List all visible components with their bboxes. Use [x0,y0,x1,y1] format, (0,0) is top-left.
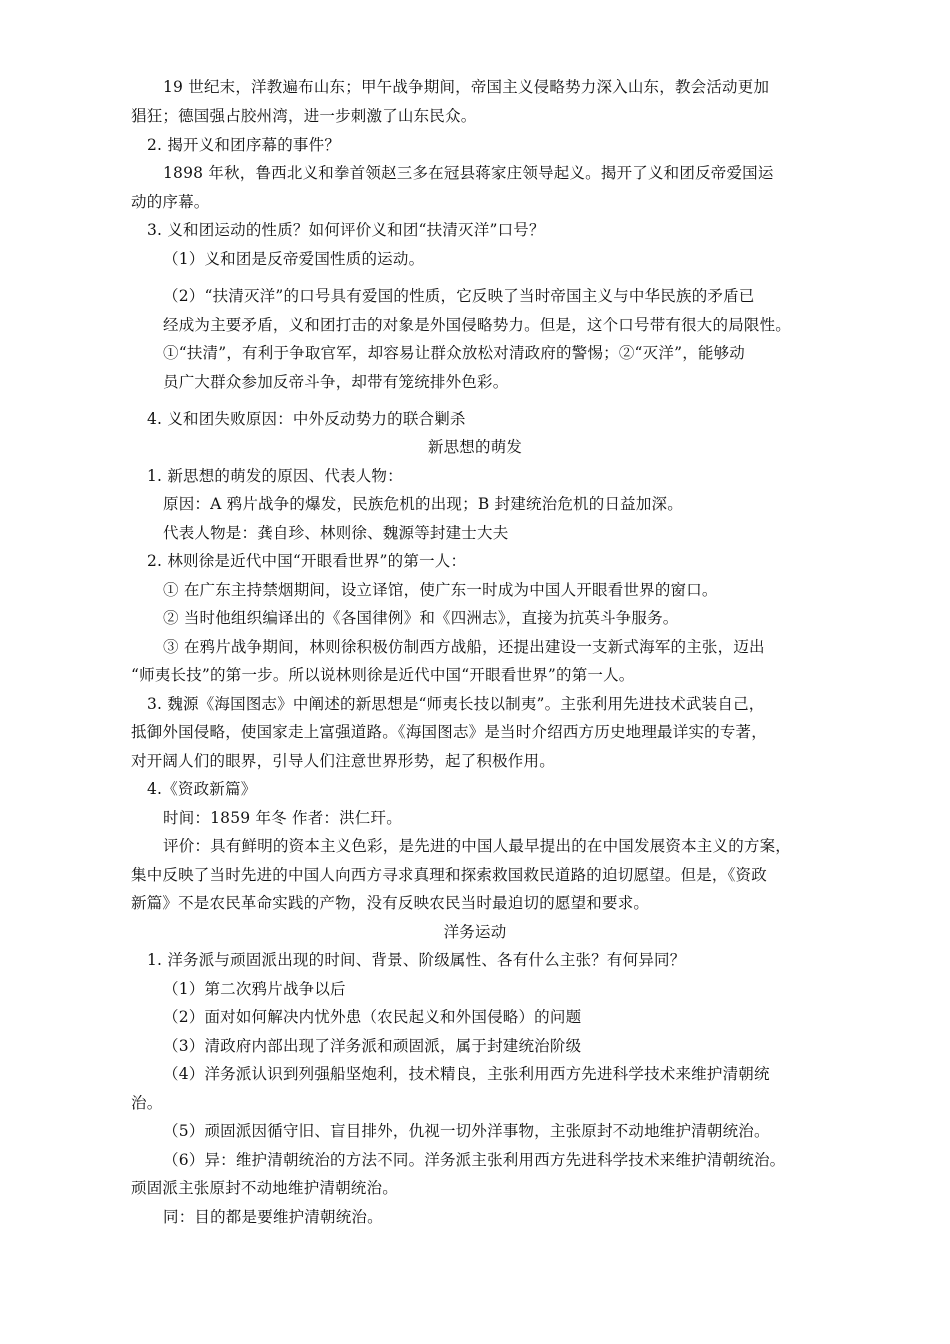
list-item: ② 当时他组织编译出的《各国律例》和《四洲志》，直接为抗英斗争服务。 [163,609,679,627]
question-heading: 2. 林则徐是近代中国“开眼看世界”的第一人： [147,552,467,570]
text-line: 经成为主要矛盾，义和团打击的对象是外国侵略势力。但是，这个口号带有很大的局限性。 [163,316,792,334]
question-heading: 3. 魏源《海国图志》中阐述的新思想是“师夷长技以制夷”。主张利用先进技术武装自己， [147,695,765,713]
text-line: 时间：1859 年冬 作者：洪仁玕。 [163,809,402,827]
text-line: 抵御外国侵略，使国家走上富强道路。《海国图志》是当时介绍西方历史地理最详实的专著， [131,723,767,741]
list-item: ① 在广东主持禁烟期间，设立译馆，使广东一时成为中国人开眼看世界的窗口。 [163,581,718,599]
text-line: 同：目的都是要维护清朝统治。 [163,1208,383,1226]
text-line: 治。 [131,1094,163,1112]
text-line: “师夷长技”的第一步。所以说林则徐是近代中国“开眼看世界”的第一人。 [131,666,635,684]
text-line: 代表人物是：龚自珍、林则徐、魏源等封建士大夫 [163,524,509,542]
question-heading: 3. 义和团运动的性质？如何评价义和团“扶清灭洋”口号？ [147,221,545,239]
list-item: （2）“扶清灭洋”的口号具有爱国的性质，它反映了当时帝国主义与中华民族的矛盾已 [163,287,755,305]
text-line: 评价：具有鲜明的资本主义色彩，是先进的中国人最早提出的在中国发展资本主义的方案， [163,837,792,855]
list-item: （5）顽固派因循守旧、盲目排外，仇视一切外洋事物，主张原封不动地维护清朝统治。 [163,1122,770,1140]
list-item: （3）清政府内部出现了洋务派和顽固派，属于封建统治阶级 [163,1037,582,1055]
text-line: 新篇》不是农民革命实践的产物，没有反映农民当时最迫切的愿望和要求。 [131,894,650,912]
list-item: （4）洋务派认识到列强船坚炮利，技术精良，主张利用西方先进科学技术来维护清朝统 [163,1065,770,1083]
list-item: （6）异：维护清朝统治的方法不同。洋务派主张利用西方先进科学技术来维护清朝统治。 [163,1151,786,1169]
text-line: ①“扶清”，有利于争取官军，却容易让群众放松对清政府的警惕；②“灭洋”，能够动 [163,344,745,362]
text-line: 猖狂；德国强占胶州湾，进一步刺激了山东民众。 [131,107,477,125]
question-heading: 1. 新思想的萌发的原因、代表人物： [147,467,403,485]
text-line: 19 世纪末，洋教遍布山东；甲午战争期间，帝国主义侵略势力深入山东，教会活动更加 [163,78,770,96]
list-item: （1）义和团是反帝爱国性质的运动。 [163,250,425,268]
text-line: 动的序幕。 [131,193,210,211]
text-line: 集中反映了当时先进的中国人向西方寻求真理和探索救国救民道路的迫切愿望。但是，《资政 [131,866,767,884]
text-line: 对开阔人们的眼界，引导人们注意世界形势，起了积极作用。 [131,752,555,770]
text-line: 原因：A 鸦片战争的爆发，民族危机的出现；B 封建统治危机的日益加深。 [163,495,683,513]
list-item: ③ 在鸦片战争期间，林则徐积极仿制西方战船，还提出建设一支新式海军的主张，迈出 [163,638,765,656]
question-heading: 4. 义和团失败原因：中外反动势力的联合剿杀 [147,410,466,428]
section-title: 新思想的萌发 [427,438,523,456]
question-heading: 4.《资政新篇》 [147,780,257,798]
list-item: （1）第二次鸦片战争以后 [163,980,346,998]
section-title: 洋务运动 [443,923,507,941]
text-line: 1898 年秋，鲁西北义和拳首领赵三多在冠县蒋家庄领导起义。揭开了义和团反帝爱国运 [163,164,774,182]
text-line: 员广大群众参加反帝斗争，却带有笼统排外色彩。 [163,373,509,391]
text-line: 顽固派主张原封不动地维护清朝统治。 [131,1179,398,1197]
list-item: （2）面对如何解决内忧外患（农民起义和外国侵略）的问题 [163,1008,582,1026]
question-heading: 2. 揭开义和团序幕的事件？ [147,136,341,154]
question-heading: 1. 洋务派与顽固派出现的时间、背景、阶级属性、各有什么主张？有何异同？ [147,951,686,969]
